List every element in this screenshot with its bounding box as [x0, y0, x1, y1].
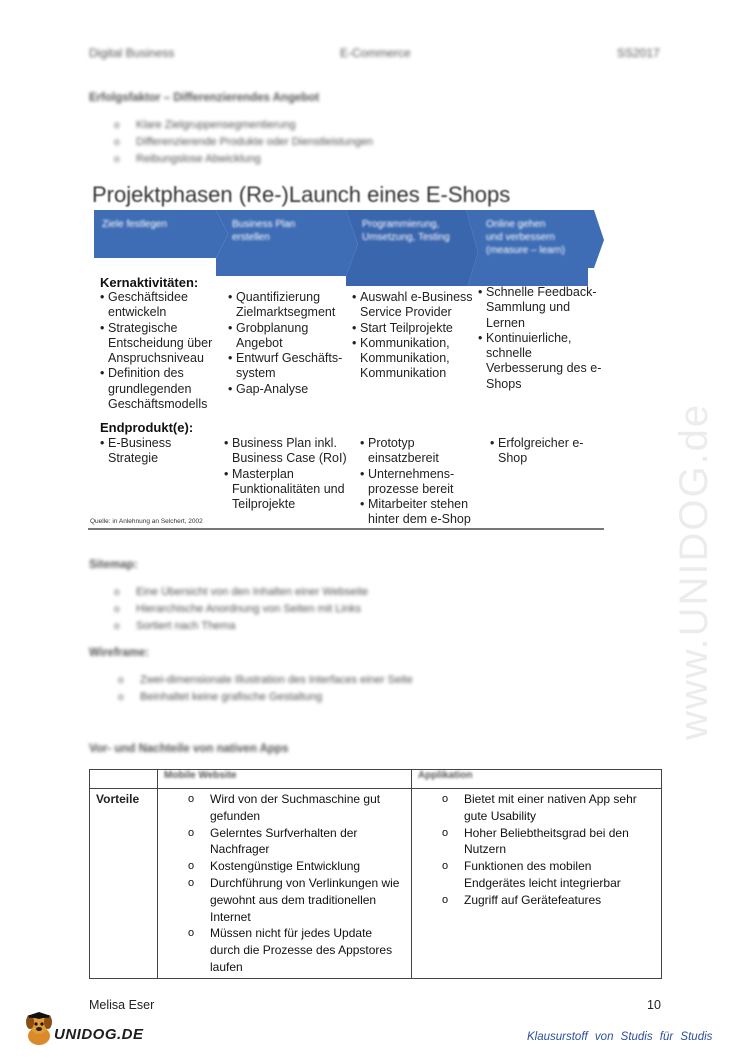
list-item: o Eine Übersicht von den Inhalten einer Webseite [114, 584, 368, 601]
diagram-bottom-rule [88, 528, 604, 530]
list-item: o Zugriff auf Gerätefeatures [412, 892, 661, 909]
list-item: o Beinhaltet keine grafische Gestaltung [118, 689, 413, 706]
kernaktivitaeten-label: Kernaktivitäten: [100, 275, 199, 290]
list-item: • Unternehmens-prozesse bereit [360, 467, 480, 498]
list-item: o Kostengünstige Entwicklung [158, 858, 411, 875]
table-row [90, 789, 662, 979]
col-mobile-label: Mobile Website [164, 770, 237, 781]
phase-3 [354, 212, 470, 254]
table-header-app [412, 770, 662, 789]
list-item: o Differenzierende Produkte oder Dienstleistungen [114, 134, 373, 151]
phase-1-line1: Ziele festlegen [102, 219, 168, 230]
list-item: • Entwurf Geschäfts-system [228, 351, 353, 382]
list-item: • Strategische Entscheidung über Anspruchsniveau [100, 321, 220, 367]
list-item: o Sortiert nach Thema [114, 618, 368, 635]
wireframe-title: Wireframe: [89, 647, 149, 659]
list-item: • Masterplan Funktionalitäten und Teilprojekte [224, 467, 352, 513]
header-center: E-Commerce [340, 46, 411, 60]
list-item: • Definition des grundlegenden Geschäftsmodells [100, 366, 220, 412]
wireframe-list [118, 672, 413, 706]
table-header-empty [90, 770, 158, 789]
list-item: o Hierarchische Anordnung von Seiten mit Links [114, 601, 368, 618]
list-item: • Prototyp einsatzbereit [360, 436, 480, 467]
list-item: o Zwei-dimensionale Illustration des Interfaces einer Seite [118, 672, 413, 689]
list-item: • Mitarbeiter stehen hinter dem e-Shop [360, 497, 480, 528]
watermark-text: www.UNIDOG.de [672, 402, 716, 740]
list-item: • Auswahl e-Business Service Provider [352, 290, 478, 321]
list-item: • Start Teilprojekte [352, 321, 478, 336]
list-item: o Gelerntes Surfverhalten der Nachfrager [158, 825, 411, 859]
footer-page-number: 10 [647, 998, 661, 1012]
list-item: o Bietet mit einer nativen App sehr gute Usability [412, 791, 661, 825]
phase-4 [478, 212, 596, 272]
list-item: • Business Plan inkl. Business Case (RoI) [224, 436, 352, 467]
end-column-4 [490, 436, 590, 467]
list-item: o Müssen nicht für jedes Update durch die Prozesse des Appstores laufen [158, 925, 411, 975]
phase-1 [94, 212, 214, 254]
sitemap-list [114, 584, 368, 635]
kern-column-2 [228, 290, 353, 397]
list-item: • Kontinuierliche, schnelle Verbesserung des e-Shops [478, 331, 603, 392]
mobile-pros-cell [158, 789, 412, 979]
dog-logo-icon [22, 1012, 56, 1048]
end-column-3 [360, 436, 480, 528]
phase-2-line2: erstellen [232, 232, 270, 243]
apps-comparison-table [89, 769, 662, 979]
list-item: • Quantifizierung Zielmarktsegment [228, 290, 353, 321]
list-item: • Geschäftsidee entwickeln [100, 290, 220, 321]
phase-3-line2: Umsetzung, Testing [362, 232, 450, 243]
phase-4-line1: Online gehen [486, 219, 546, 230]
list-item: • Gap-Analyse [228, 382, 353, 397]
endprodukte-label: Endprodukt(e): [100, 420, 194, 435]
phase-3-line1: Programmierung, [362, 219, 440, 230]
list-item: o Hoher Beliebtheitsgrad bei den Nutzern [412, 825, 661, 859]
header-right: SS2017 [617, 46, 660, 60]
table-header-row [90, 770, 662, 789]
apps-title: Vor- und Nachteile von nativen Apps [89, 743, 289, 755]
projektphasen-diagram [88, 178, 608, 533]
kern-column-3 [352, 290, 478, 382]
footer-slogan: Klausurstoff von Studis für Studis [527, 1031, 713, 1043]
phase-2-line1: Business Plan [232, 219, 296, 230]
list-item: • E-Business Strategie [100, 436, 210, 467]
kern-column-4 [478, 285, 603, 392]
sitemap-title: Sitemap: [89, 559, 138, 571]
list-item: • Grobplanung Angebot [228, 321, 353, 352]
end-column-2 [224, 436, 352, 512]
logo-wordmark: UNIDOG.DE [54, 1026, 144, 1043]
diagram-source: Quelle: in Anlehnung an Selchert, 2002 [90, 518, 203, 525]
list-item: • Schnelle Feedback-Sammlung und Lernen [478, 285, 603, 331]
phase-2 [224, 212, 344, 254]
list-item: o Klare Zielgruppensegmentierung [114, 117, 373, 134]
list-item: o Funktionen des mobilen Endgerätes leicht integrierbar [412, 858, 661, 892]
footer-author: Melisa Eser [89, 998, 155, 1012]
section-erfolgsfaktor-list [114, 117, 373, 168]
list-item: o Reibungslose Abwicklung [114, 151, 373, 168]
list-item: • Erfolgreicher e-Shop [490, 436, 590, 467]
app-pros-cell [412, 789, 662, 979]
kern-column-1 [100, 290, 220, 412]
end-column-1 [100, 436, 210, 467]
col-app-label: Applikation [418, 770, 473, 781]
table-header-mobile [158, 770, 412, 789]
diagram-title: Projektphasen (Re-)Launch eines E-Shops [92, 182, 511, 207]
phase-4-line2: und verbessern (measure – learn) [486, 232, 565, 256]
list-item: o Durchführung von Verlinkungen wie gewohnt aus dem traditionellen Internet [158, 875, 411, 925]
section-erfolgsfaktor-title: Erfolgsfaktor – Differenzierendes Angebot [89, 92, 320, 104]
list-item: o Wird von der Suchmaschine gut gefunden [158, 791, 411, 825]
row-label-vorteile: Vorteile [90, 789, 158, 979]
list-item: • Kommunikation, Kommunikation, Kommunikation [352, 336, 478, 382]
header-left: Digital Business [89, 46, 175, 60]
